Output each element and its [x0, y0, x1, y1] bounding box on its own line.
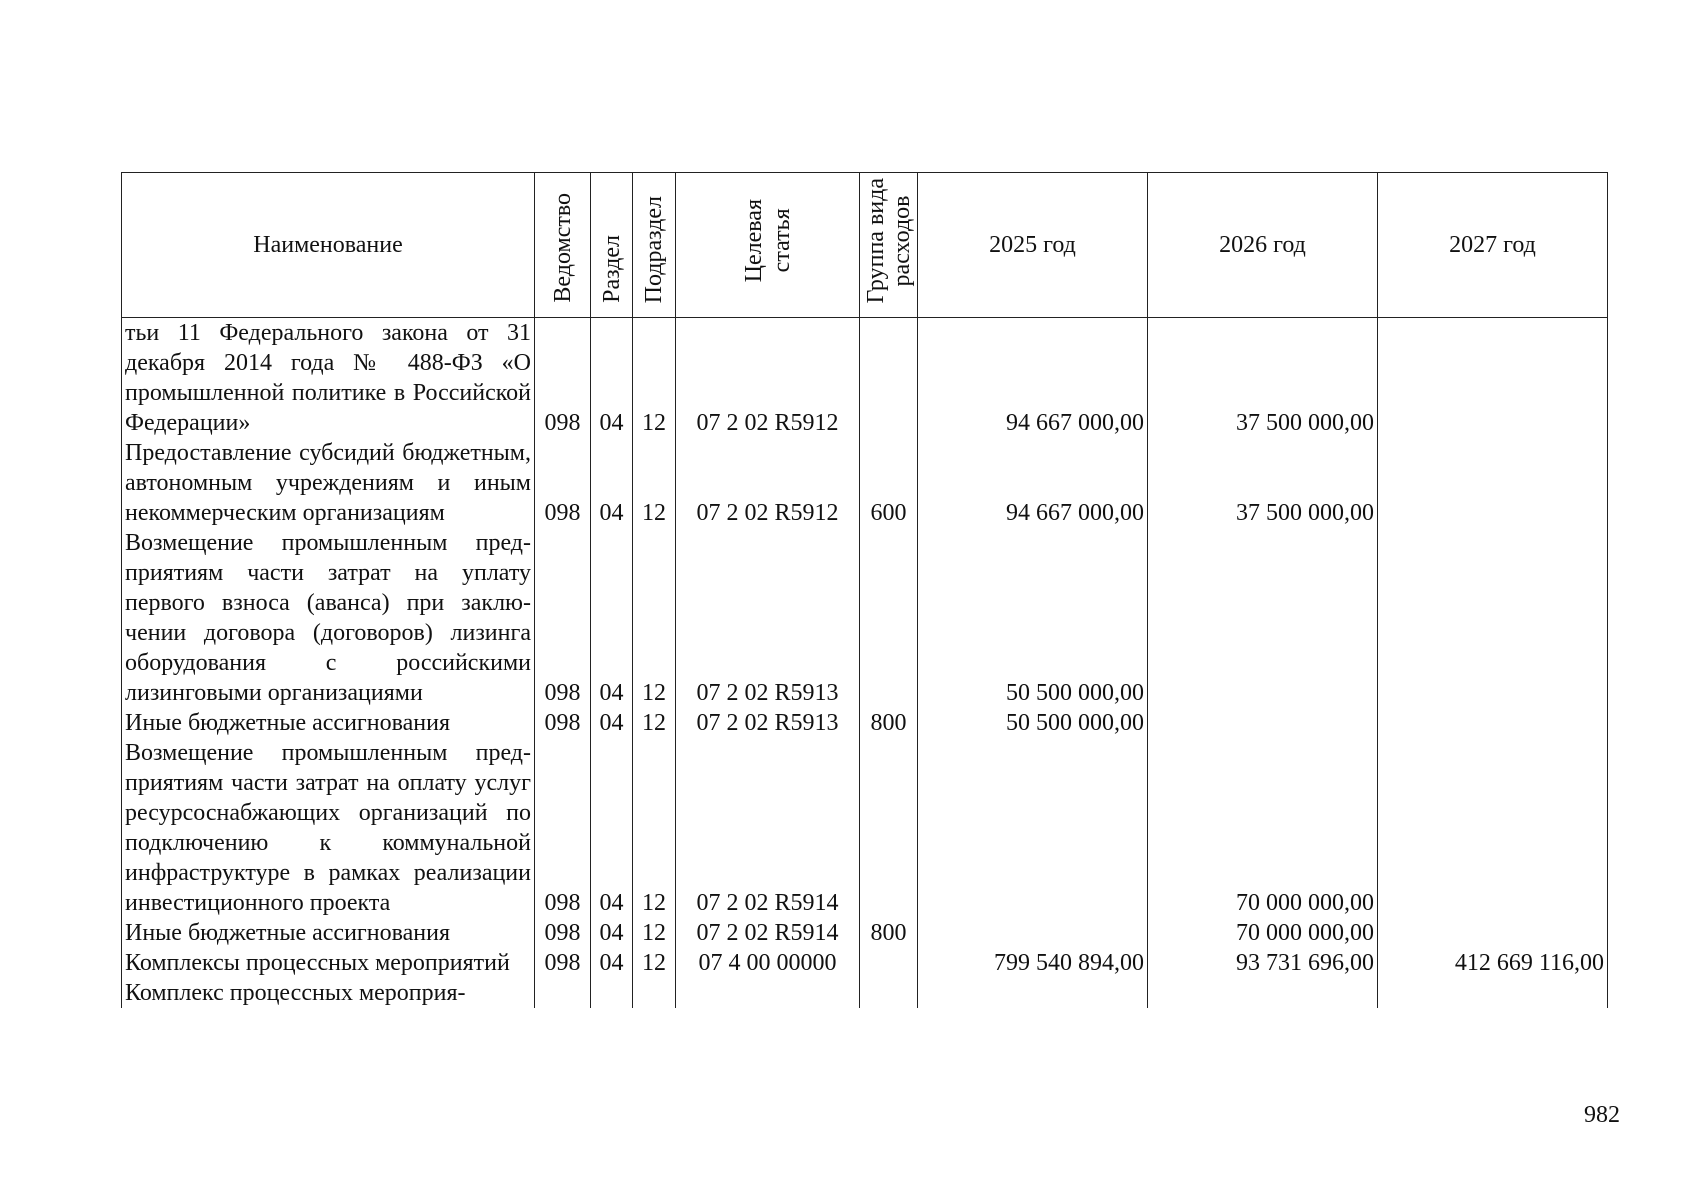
- row-amount-2027: [1378, 438, 1608, 528]
- row-podrazdel: 12: [633, 528, 676, 708]
- row-name: Возмещение промышленным предприятиям части затрат на оплату услуг ресурсоснабжающих организаций по подключению к коммунальной инфраструктуре в рамках реализации инвестиционного проекта: [122, 738, 535, 918]
- row-celevaya-statya: 07 2 02 R5912: [676, 438, 860, 528]
- row-podrazdel: 12: [633, 318, 676, 439]
- row-vedomstvo: 098: [535, 438, 591, 528]
- row-name: Иные бюджетные ассигнования: [122, 918, 535, 948]
- row-razdel: 04: [591, 528, 633, 708]
- row-name: Комплекс процессных мероприя-: [122, 978, 535, 1008]
- row-amount-2025: [918, 978, 1148, 1008]
- budget-table-container: [121, 172, 1608, 1008]
- table-body: [122, 318, 1608, 1009]
- table-row: [122, 738, 1608, 918]
- page-number: 982: [1584, 1102, 1620, 1128]
- row-vedomstvo: 098: [535, 948, 591, 978]
- table-row: [122, 438, 1608, 528]
- row-name: тьи 11 Федерального закона от 31 декабря 2014 года № 488-ФЗ «О промышленной политике в Российской Федерации»: [122, 318, 535, 439]
- row-gruppa: 600: [860, 438, 918, 528]
- row-razdel: 04: [591, 918, 633, 948]
- row-vedomstvo: 098: [535, 918, 591, 948]
- row-name: Иные бюджетные ассигнования: [122, 708, 535, 738]
- table-row: [122, 708, 1608, 738]
- row-gruppa: [860, 978, 918, 1008]
- row-amount-2026: 37 500 000,00: [1148, 318, 1378, 439]
- row-vedomstvo: 098: [535, 708, 591, 738]
- row-celevaya-statya: 07 2 02 R5913: [676, 528, 860, 708]
- row-podrazdel: 12: [633, 738, 676, 918]
- row-amount-2025: 50 500 000,00: [918, 528, 1148, 708]
- row-podrazdel: 12: [633, 708, 676, 738]
- row-amount-2025: 799 540 894,00: [918, 948, 1148, 978]
- header-year-2027: 2027 год: [1378, 173, 1608, 318]
- row-razdel: 04: [591, 438, 633, 528]
- row-razdel: 04: [591, 708, 633, 738]
- row-amount-2027: [1378, 708, 1608, 738]
- row-gruppa: [860, 738, 918, 918]
- row-celevaya-statya: 07 2 02 R5913: [676, 708, 860, 738]
- header-podrazdel: Подраздел: [633, 173, 676, 318]
- row-gruppa: 800: [860, 708, 918, 738]
- row-amount-2025: 50 500 000,00: [918, 708, 1148, 738]
- row-amount-2025: 94 667 000,00: [918, 318, 1148, 439]
- row-amount-2027: [1378, 738, 1608, 918]
- row-vedomstvo: [535, 978, 591, 1008]
- header-name: Наименование: [122, 173, 535, 318]
- header-celevaya-statya: Целевая статья: [676, 173, 860, 318]
- row-amount-2027: 412 669 116,00: [1378, 948, 1608, 978]
- row-amount-2025: [918, 738, 1148, 918]
- table-row: [122, 978, 1608, 1008]
- row-amount-2027: [1378, 318, 1608, 439]
- row-razdel: 04: [591, 948, 633, 978]
- row-amount-2027: [1378, 918, 1608, 948]
- row-podrazdel: 12: [633, 438, 676, 528]
- header-vedomstvo: Ведомство: [535, 173, 591, 318]
- row-razdel: 04: [591, 738, 633, 918]
- row-vedomstvo: 098: [535, 738, 591, 918]
- row-amount-2025: [918, 918, 1148, 948]
- row-amount-2026: [1148, 708, 1378, 738]
- row-amount-2025: 94 667 000,00: [918, 438, 1148, 528]
- row-celevaya-statya: 07 2 02 R5914: [676, 738, 860, 918]
- table-row: [122, 318, 1608, 439]
- row-amount-2026: 93 731 696,00: [1148, 948, 1378, 978]
- row-podrazdel: [633, 978, 676, 1008]
- header-razdel: Раздел: [591, 173, 633, 318]
- row-gruppa: 800: [860, 918, 918, 948]
- row-amount-2027: [1378, 978, 1608, 1008]
- row-celevaya-statya: 07 2 02 R5912: [676, 318, 860, 439]
- row-razdel: [591, 978, 633, 1008]
- header-gruppa-vida-rashodov: Группа вида расходов: [860, 173, 918, 318]
- row-podrazdel: 12: [633, 918, 676, 948]
- row-amount-2026: 70 000 000,00: [1148, 918, 1378, 948]
- table-row: [122, 918, 1608, 948]
- row-podrazdel: 12: [633, 948, 676, 978]
- table-row: [122, 528, 1608, 708]
- header-year-2025: 2025 год: [918, 173, 1148, 318]
- row-name: Возмещение промышленным предприятиям части затрат на уплату первого взноса (аванса) при заключении договора (договоров) лизинга оборудования с российскими лизинговыми организациями: [122, 528, 535, 708]
- row-amount-2027: [1378, 528, 1608, 708]
- row-gruppa: [860, 318, 918, 439]
- row-amount-2026: 37 500 000,00: [1148, 438, 1378, 528]
- row-vedomstvo: 098: [535, 528, 591, 708]
- row-gruppa: [860, 528, 918, 708]
- row-celevaya-statya: 07 4 00 00000: [676, 948, 860, 978]
- row-amount-2026: [1148, 978, 1378, 1008]
- budget-table: [121, 172, 1608, 1008]
- table-row: [122, 948, 1608, 978]
- header-year-2026: 2026 год: [1148, 173, 1378, 318]
- row-celevaya-statya: 07 2 02 R5914: [676, 918, 860, 948]
- row-amount-2026: 70 000 000,00: [1148, 738, 1378, 918]
- row-celevaya-statya: [676, 978, 860, 1008]
- row-name: Предоставление субсидий бюджетным, автономным учреждениям и иным некоммерческим организациям: [122, 438, 535, 528]
- row-razdel: 04: [591, 318, 633, 439]
- row-vedomstvo: 098: [535, 318, 591, 439]
- table-header: [122, 173, 1608, 318]
- row-name: Комплексы процессных мероприятий: [122, 948, 535, 978]
- row-gruppa: [860, 948, 918, 978]
- row-amount-2026: [1148, 528, 1378, 708]
